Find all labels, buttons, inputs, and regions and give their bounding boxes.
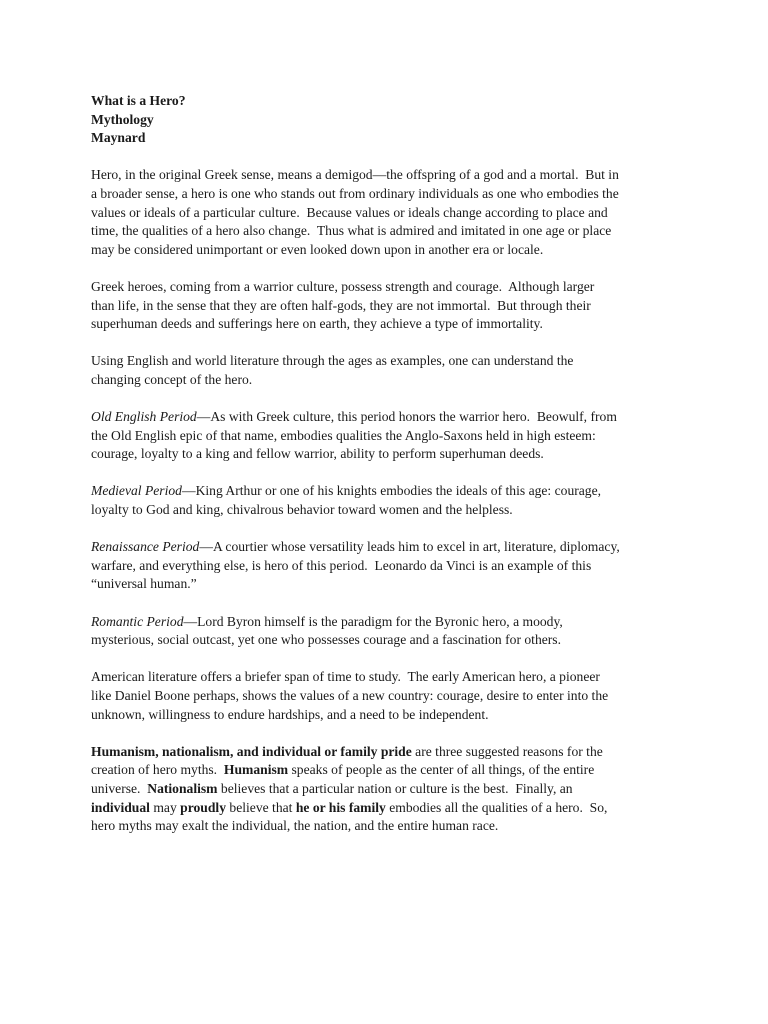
period-label: Renaissance Period (91, 539, 200, 555)
paragraph-line (91, 315, 691, 334)
paragraph-p5 (91, 482, 691, 519)
paragraph-p4 (91, 408, 691, 464)
text-segment: warfare, and everything else, is hero of this period. Leonardo da Vinci is an example of this (91, 557, 592, 573)
text-segment: Hero, in the original Greek sense, means a demigod—the offspring of a god and a mortal. But in (91, 167, 619, 183)
bold-text: Nationalism (147, 780, 218, 796)
paragraph-p7 (91, 613, 691, 650)
text-segment: mysterious, social outcast, yet one who possesses courage and a fascination for others. (91, 632, 561, 648)
paragraph-p2 (91, 278, 691, 334)
text-segment: than life, in the sense that they are often half-gods, they are not immortal. But through their (91, 297, 591, 313)
text-segment: values or ideals of a particular culture. Because values or ideals change according to place and (91, 204, 608, 220)
text-segment: superhuman deeds and sufferings here on earth, they achieve a type of immortality. (91, 316, 543, 332)
paragraph-line (91, 575, 691, 594)
bold-text: he or his family (295, 799, 386, 815)
paragraph-line (91, 482, 691, 501)
text-segment: “universal human.” (91, 576, 197, 592)
paragraph-line (91, 706, 691, 725)
paragraph-line (91, 408, 691, 427)
text-segment: the Old English epic of that name, embodies qualities the Anglo-Saxons held in high esteem: (91, 427, 596, 443)
text-segment: loyalty to God and king, chivalrous behavior toward women and the helpless. (91, 502, 513, 518)
paragraph-line (91, 687, 691, 706)
paragraph-line (91, 538, 691, 557)
paragraph-line (91, 166, 691, 185)
text-segment: changing concept of the hero. (91, 371, 253, 387)
period-label: Old English Period (91, 409, 197, 425)
text-segment: Greek heroes, coming from a warrior culture, possess strength and courage. Although larger (91, 278, 595, 294)
paragraph-line (91, 352, 691, 371)
text-segment: believe that (226, 799, 296, 815)
document-body (91, 166, 691, 835)
paragraph-line (91, 278, 691, 297)
text-segment: speaks of people as the center of all things, of the entire (288, 762, 595, 778)
bold-text: Humanism (223, 762, 289, 778)
paragraph-line (91, 241, 691, 260)
paragraph-p1 (91, 166, 691, 259)
paragraph-line (91, 557, 691, 576)
document-title: What is a Hero? (91, 93, 186, 108)
paragraph-p3 (91, 352, 691, 389)
text-segment: —A courtier whose versatility leads him to excel in art, literature, diplomacy, (199, 539, 620, 555)
paragraph-line (91, 297, 691, 316)
period-label: Romantic Period (91, 613, 184, 629)
paragraph-line (91, 427, 691, 446)
text-segment: embodies all the qualities of a hero. So, (385, 799, 608, 815)
paragraph-line (91, 631, 691, 650)
paragraph-line (91, 668, 691, 687)
bold-text: proudly (180, 799, 226, 815)
text-segment: may be considered unimportant or even looked down upon in another era or locale. (91, 241, 544, 257)
text-segment: American literature offers a briefer span of time to study. The early American hero, a pioneer (91, 669, 600, 685)
paragraph-line (91, 780, 691, 799)
text-segment: Using English and world literature through the ages as examples, one can understand the (91, 353, 574, 369)
text-segment: —Lord Byron himself is the paradigm for the Byronic hero, a moody, (183, 613, 563, 629)
text-segment: time, the qualities of a hero also change. Thus what is admired and imitated in one age or place (91, 223, 612, 239)
paragraph-line (91, 761, 691, 780)
document-subject: Mythology (91, 111, 154, 127)
paragraph-line (91, 799, 691, 818)
text-segment: may (149, 799, 181, 815)
bold-text: individual (91, 799, 150, 815)
text-segment: hero myths may exalt the individual, the nation, and the entire human race. (91, 818, 499, 834)
text-segment: like Daniel Boone perhaps, shows the values of a new country: courage, desire to enter into the (91, 688, 609, 703)
text-segment: creation of hero myths. (91, 762, 224, 778)
paragraph-p9 (91, 743, 691, 836)
text-segment: unknown, willingness to endure hardships, and a need to be independent. (91, 706, 489, 722)
document-page (91, 92, 691, 836)
text-segment: —As with Greek culture, this period honors the warrior hero. Beowulf, from (196, 409, 617, 425)
text-segment: —King Arthur or one of his knights embodies the ideals of this age: courage, (181, 483, 602, 499)
text-segment: courage, loyalty to a king and fellow warrior, ability to perform superhuman deeds. (91, 446, 544, 462)
bold-text: Humanism, nationalism, and individual or family pride (91, 743, 412, 759)
paragraph-line (91, 371, 691, 390)
paragraph-line (91, 743, 691, 762)
paragraph-line (91, 501, 691, 520)
paragraph-line (91, 613, 691, 632)
paragraph-line (91, 185, 691, 204)
text-segment: are three suggested reasons for the (411, 743, 603, 759)
text-segment: universe. (91, 780, 148, 796)
paragraph-line (91, 817, 691, 836)
paragraph-line (91, 445, 691, 464)
paragraph-p6 (91, 538, 691, 594)
document-author: Maynard (91, 130, 146, 146)
paragraph-p8 (91, 668, 691, 724)
period-label: Medieval Period (91, 483, 182, 499)
paragraph-line (91, 222, 691, 241)
text-segment: a broader sense, a hero is one who stands out from ordinary individuals as one who embodies the (91, 185, 619, 201)
text-segment: believes that a particular nation or culture is the best. Finally, an (217, 780, 573, 796)
paragraph-line (91, 204, 691, 223)
